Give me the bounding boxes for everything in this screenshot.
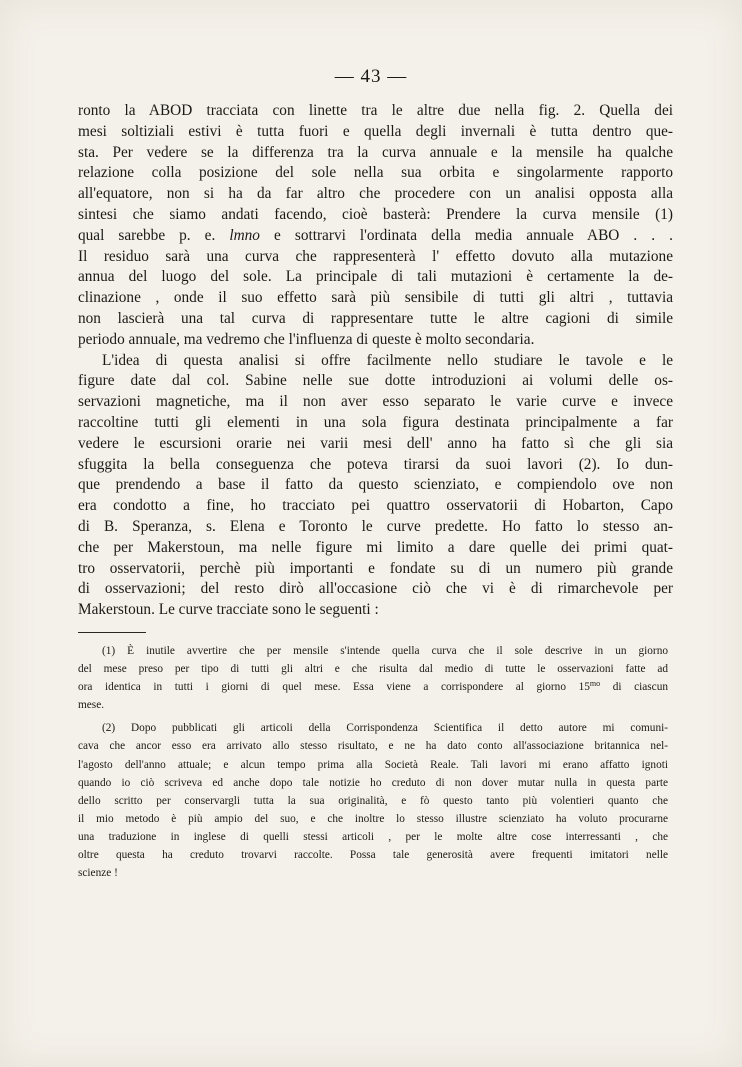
text-line: sfuggita la bella conseguenza che poteva tirarsi da suoi lavori (2). Io dun- bbox=[78, 455, 673, 473]
text-line: servazioni magnetiche, ma il non aver esso separato le varie curve e invece bbox=[78, 393, 673, 411]
text-segment: di ciascun bbox=[600, 681, 668, 694]
text-line: L'idea di questa analisi si offre facilmente nello studiare le tavole e le bbox=[102, 351, 673, 369]
footnotes bbox=[78, 643, 668, 888]
main-text bbox=[78, 101, 673, 621]
text-line bbox=[78, 226, 673, 247]
footnote-line: una traduzione in inglese di quelli stessi articoli , per le molte altre cose interressanti , che bbox=[78, 830, 668, 843]
text-line: Il residuo sarà una curva che rappresenterà l' effetto dovuto alla mutazione bbox=[78, 247, 673, 265]
text-line: vedere le escursioni orarie nei varii mesi dell' anno ha fatto sì che gli sia bbox=[78, 434, 673, 452]
text-line: di osservazioni; del resto dirò all'occasione ciò che vi è di rimarchevole per bbox=[78, 580, 673, 598]
text-line: mesi soltiziali estivi è tutta fuori e quella degli invernali è tutta dentro que- bbox=[78, 122, 673, 140]
footnote-line: (1) È inutile avvertire che per mensile s'intende quella curva che il sole descrive in un giorno bbox=[102, 645, 668, 657]
footnote-line: quando io ciò scriveva ed anche dopo tale notizie ho creduto di non dover mutar nulla in questa parte bbox=[78, 776, 668, 789]
footnote-line: (2) Dopo pubblicati gli articoli della Corrispondenza Scientifica il detto autore mi comuni- bbox=[102, 722, 668, 735]
text-line: ronto la ABOD tracciata con linette tra le altre due nella fig. 2. Quella dei bbox=[78, 102, 673, 119]
superscript: mo bbox=[589, 679, 601, 689]
text-line: sintesi che siamo andati facendo, cioè basterà: Prendere la curva mensile (1) bbox=[78, 205, 673, 223]
text-line: que prendendo a base il fatto da questo scienziato, e compiendolo ove non bbox=[78, 476, 673, 494]
text-line: era condotto a fine, ho tracciato pei quattro osservatorii di Hobarton, Capo bbox=[78, 497, 673, 515]
footnote-line: dello scritto per conservargli tutta la sua originalità, e fò questo tanto più volentieri quanto che bbox=[78, 794, 668, 807]
text-line: figure date dal col. Sabine nelle sue dotte introduzioni ai volumi delle os- bbox=[78, 372, 673, 390]
text-line: raccoltine tutti gli elementi in una sola figura destinata principalmente a far bbox=[78, 413, 673, 431]
footnote-line bbox=[78, 679, 668, 696]
footnote-line: il mio metodo è più ampio del suo, e che inoltre lo stesso illustre scienziato ha voluto procurarne bbox=[78, 812, 668, 825]
footnote-line: scienze ! bbox=[78, 867, 118, 880]
text-line: clinazione , onde il suo effetto sarà più sensibile di tutti gli altri , tuttavia bbox=[78, 289, 673, 307]
text-line: di B. Speranza, s. Elena e Toronto le curve predette. Ho fatto lo stesso an- bbox=[78, 517, 673, 535]
text-line: che per Makerstoun, ma nelle figure mi limito a dare quelle dei primi quat- bbox=[78, 538, 673, 556]
text-line: all'equatore, non si ha da far altro che procedere con un analisi opposta alla bbox=[78, 185, 673, 203]
text-line: relazione colla posizione del sole nella sua orbita e singolarmente rapporto bbox=[78, 164, 673, 182]
footnote-line: oltre questa ha creduto trovarvi raccolte. Possa tale generosità avere frequenti imitatori nelle bbox=[78, 849, 668, 862]
text-line: Makerstoun. Le curve tracciate sono le seguenti : bbox=[78, 601, 379, 619]
footnote-line: l'agosto dell'anno attuale; e alcun tempo prima alla Società Reale. Tali lavori mi erano affatto ignoti bbox=[78, 758, 668, 771]
text-line: sta. Per vedere se la differenza tra la curva annuale e la mensile ha qualche bbox=[78, 143, 673, 161]
text-line: non lascierà una tal curva di rappresentare tutte le altre cagioni di simile bbox=[78, 309, 673, 327]
text-line: annua del luogo del sole. La principale di tali mutazioni è certamente la de- bbox=[78, 268, 673, 286]
footnote-line: cava che ancor esso era arrivato allo stesso risultato, e ne ha dato conto all'associazione britannica nel- bbox=[78, 740, 668, 753]
text-segment: ora identica in tutti i giorni di quel mese. Essa viene a corrispondere al giorno 15 bbox=[78, 681, 590, 694]
text-segment: qual sarebbe p. e. bbox=[78, 226, 230, 244]
italic-term: lmno bbox=[229, 226, 260, 244]
footnote-line: del mese preso per tipo di tutti gli altri e che risulta dal medio di tutte le osservazioni fatte ad bbox=[78, 663, 668, 676]
text-segment: e sottrarvi l'ordinata della media annuale ABO . . . bbox=[259, 226, 673, 244]
text-line: periodo annuale, ma vedremo che l'influenza di queste è molto secondaria. bbox=[78, 330, 535, 348]
page-number: — 43 — bbox=[334, 66, 408, 87]
footnote-rule bbox=[78, 632, 146, 633]
footnote-line: mese. bbox=[78, 699, 105, 712]
text-line: tro osservatorii, perchè più importanti e fondate su di un numero più grande bbox=[78, 559, 673, 577]
